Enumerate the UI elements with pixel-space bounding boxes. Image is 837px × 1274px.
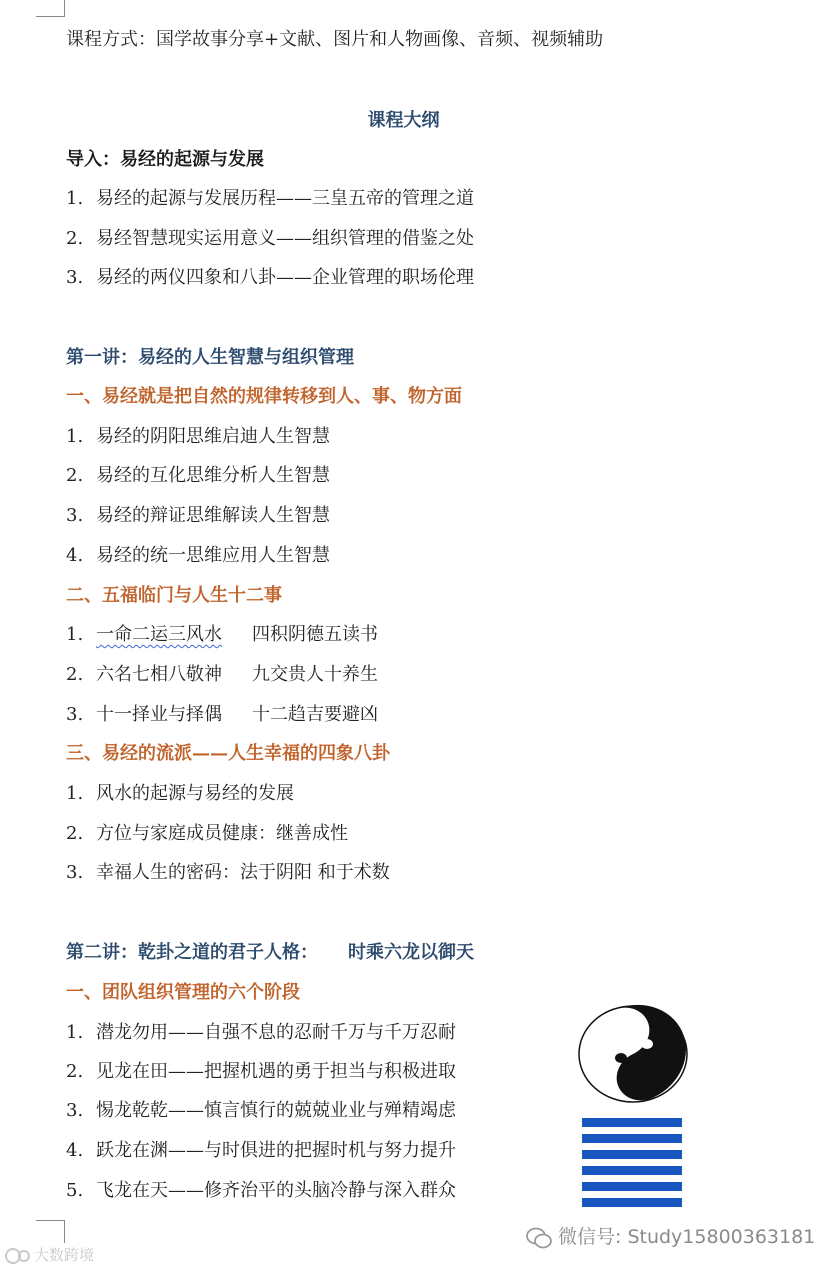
lecture2-sec1-heading: 一、团队组织管理的六个阶段 bbox=[66, 982, 300, 1003]
list-item: 1. 易经的起源与发展历程——三皇五帝的管理之道 bbox=[66, 188, 474, 209]
crop-mark-top bbox=[36, 0, 65, 17]
list-item: 2. 易经的互化思维分析人生智慧 bbox=[66, 465, 330, 486]
list-item: 1. 易经的阴阳思维启迪人生智慧 bbox=[66, 426, 330, 447]
lecture2-heading: 第二讲：乾卦之道的君子人格： 时乘六龙以御天 bbox=[66, 942, 474, 963]
crop-mark-bottom bbox=[36, 1220, 65, 1243]
list-item: 3. 十一择业与择偶 十二趋吉要避凶 bbox=[66, 704, 378, 725]
list-item: 1. 一命二运三风水 四积阴德五读书 bbox=[66, 624, 378, 645]
lecture1-sec2-heading: 二、五福临门与人生十二事 bbox=[66, 585, 282, 606]
list-item: 1. 风水的起源与易经的发展 bbox=[66, 783, 294, 804]
wechat-watermark: 微信号: Study15800363181 bbox=[526, 1222, 815, 1249]
list-item: 3. 惕龙乾乾——慎言慎行的兢兢业业与殚精竭虑 bbox=[66, 1100, 456, 1121]
list-item: 2. 见龙在田——把握机遇的勇于担当与积极进取 bbox=[66, 1061, 456, 1082]
lecture1-sec3-heading: 三、易经的流派——人生幸福的四象八卦 bbox=[66, 743, 390, 764]
list-item: 2. 六名七相八敬神 九交贵人十养生 bbox=[66, 664, 378, 685]
logo-watermark: 大数跨境 bbox=[4, 1244, 94, 1266]
list-item: 3. 易经的辩证思维解读人生智慧 bbox=[66, 505, 330, 526]
list-item: 2. 方位与家庭成员健康：继善成性 bbox=[66, 823, 348, 844]
qian-hexagram-icon bbox=[582, 1118, 682, 1210]
list-item: 4. 易经的统一思维应用人生智慧 bbox=[66, 545, 330, 566]
outline-title: 课程大纲 bbox=[367, 110, 440, 131]
taiji-symbol-icon bbox=[577, 1004, 689, 1104]
wechat-icon bbox=[526, 1227, 552, 1249]
intro-heading: 导入：易经的起源与发展 bbox=[66, 149, 264, 170]
list-item: 2. 易经智慧现实运用意义——组织管理的借鉴之处 bbox=[66, 228, 474, 249]
lecture1-sec1-heading: 一、易经就是把自然的规律转移到人、事、物方面 bbox=[66, 386, 462, 407]
course-method: 课程方式：国学故事分享+文献、图片和人物画像、音频、视频辅助 bbox=[66, 29, 604, 50]
list-item: 1. 潜龙勿用——自强不息的忍耐千万与千万忍耐 bbox=[66, 1022, 456, 1043]
list-item: 3. 幸福人生的密码：法于阴阳 和于术数 bbox=[66, 862, 390, 883]
logo-icon bbox=[4, 1246, 34, 1266]
list-item: 5. 飞龙在天——修齐治平的头脑冷静与深入群众 bbox=[66, 1180, 456, 1201]
lecture1-heading: 第一讲：易经的人生智慧与组织管理 bbox=[66, 347, 354, 368]
list-item: 3. 易经的两仪四象和八卦——企业管理的职场伦理 bbox=[66, 267, 474, 288]
list-item: 4. 跃龙在渊——与时俱进的把握时机与努力提升 bbox=[66, 1140, 456, 1161]
